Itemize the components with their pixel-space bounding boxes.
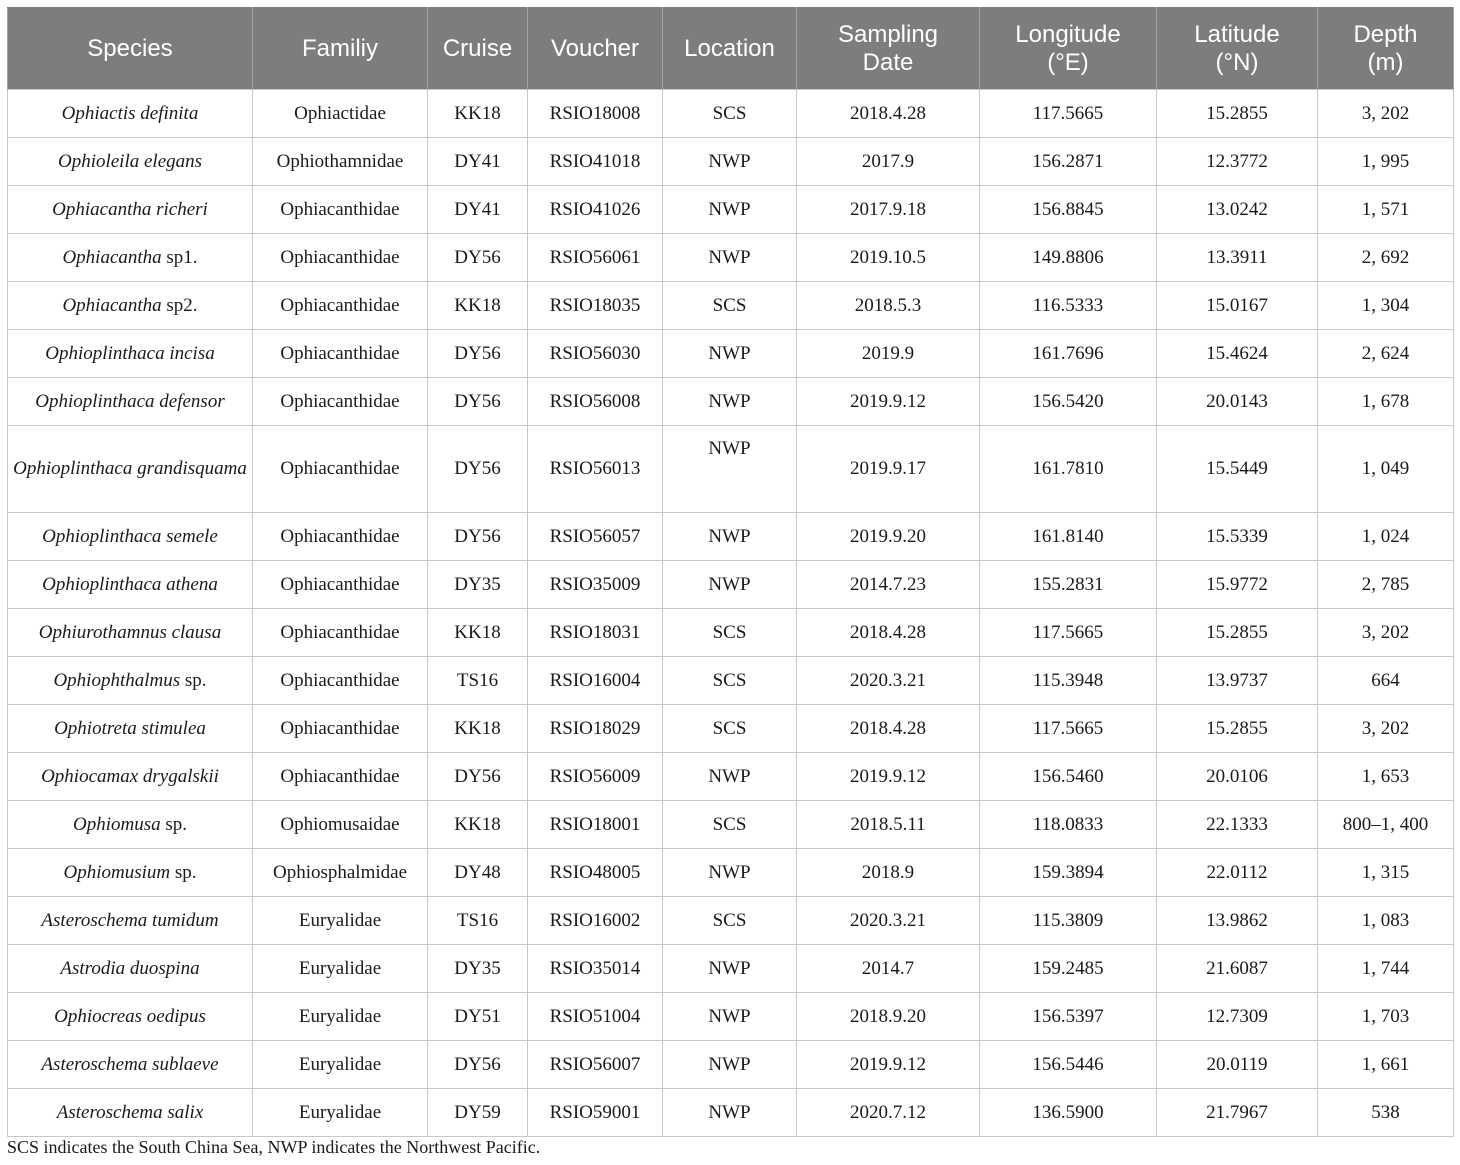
cell-depth: 1, 049 (1318, 426, 1454, 513)
table-row (8, 993, 1454, 1041)
cell-latitude: 20.0106 (1157, 753, 1318, 801)
cell-location: NWP (663, 945, 797, 993)
cell-longitude: 117.5665 (980, 90, 1157, 138)
cell-longitude: 156.5446 (980, 1041, 1157, 1089)
cell-species (8, 801, 253, 849)
cell-species (8, 1089, 253, 1137)
cell-depth: 664 (1318, 657, 1454, 705)
table-row (8, 897, 1454, 945)
species-name: Ophiurothamnus clausa (38, 621, 222, 643)
cell-species (8, 945, 253, 993)
cell-latitude: 12.7309 (1157, 993, 1318, 1041)
cell-longitude: 161.7696 (980, 330, 1157, 378)
cell-voucher: RSIO56061 (528, 234, 663, 282)
cell-species (8, 1041, 253, 1089)
cell-voucher: RSIO48005 (528, 849, 663, 897)
species-name: Asteroschema tumidum (41, 909, 219, 931)
cell-cruise: DY41 (428, 138, 528, 186)
cell-sampling-date: 2018.4.28 (797, 705, 980, 753)
cell-species (8, 849, 253, 897)
table-row (8, 138, 1454, 186)
cell-cruise: DY35 (428, 561, 528, 609)
cell-longitude: 116.5333 (980, 282, 1157, 330)
cell-voucher: RSIO56030 (528, 330, 663, 378)
species-epithet: sp. (170, 861, 197, 883)
table-row (8, 1089, 1454, 1137)
cell-species (8, 138, 253, 186)
cell-location: NWP (663, 378, 797, 426)
species-name: Ophioplinthaca athena (42, 573, 218, 595)
cell-family: Ophiacanthidae (253, 426, 428, 513)
cell-location: NWP (663, 1041, 797, 1089)
cell-species (8, 90, 253, 138)
cell-cruise: DY51 (428, 993, 528, 1041)
species-name: Ophioleila elegans (57, 150, 203, 172)
cell-species (8, 897, 253, 945)
cell-latitude: 21.6087 (1157, 945, 1318, 993)
cell-family: Ophiacanthidae (253, 378, 428, 426)
species-name: Ophioplinthaca semele (42, 525, 218, 547)
cell-depth: 1, 304 (1318, 282, 1454, 330)
cell-latitude: 21.7967 (1157, 1089, 1318, 1137)
cell-sampling-date: 2018.9.20 (797, 993, 980, 1041)
cell-family: Ophiothamnidae (253, 138, 428, 186)
cell-location: NWP (663, 186, 797, 234)
cell-cruise: DY56 (428, 330, 528, 378)
cell-cruise: DY56 (428, 234, 528, 282)
cell-sampling-date: 2020.3.21 (797, 897, 980, 945)
header-latitude: Latitude (°N) (1157, 8, 1318, 90)
cell-sampling-date: 2018.5.3 (797, 282, 980, 330)
cell-depth: 3, 202 (1318, 90, 1454, 138)
cell-location: NWP (663, 513, 797, 561)
species-name: Asteroschema salix (56, 1101, 204, 1123)
cell-family: Ophiacanthidae (253, 753, 428, 801)
cell-latitude: 15.5449 (1157, 426, 1318, 513)
cell-latitude: 15.2855 (1157, 90, 1318, 138)
cell-sampling-date: 2018.9 (797, 849, 980, 897)
table-row (8, 186, 1454, 234)
cell-longitude: 161.7810 (980, 426, 1157, 513)
cell-location: SCS (663, 705, 797, 753)
species-name: Astrodia duospina (60, 957, 200, 979)
cell-longitude: 161.8140 (980, 513, 1157, 561)
cell-family: Ophiacanthidae (253, 657, 428, 705)
header-voucher: Voucher (528, 8, 663, 90)
cell-longitude: 159.3894 (980, 849, 1157, 897)
cell-latitude: 15.4624 (1157, 330, 1318, 378)
cell-latitude: 12.3772 (1157, 138, 1318, 186)
species-epithet: sp. (160, 813, 188, 835)
cell-family: Ophiacanthidae (253, 705, 428, 753)
cell-voucher: RSIO16002 (528, 897, 663, 945)
species-name: Ophiophthalmus (53, 669, 181, 691)
cell-longitude: 159.2485 (980, 945, 1157, 993)
header-sampling-date: Sampling Date (797, 8, 980, 90)
cell-cruise: TS16 (428, 657, 528, 705)
cell-depth: 1, 653 (1318, 753, 1454, 801)
cell-longitude: 156.8845 (980, 186, 1157, 234)
cell-cruise: KK18 (428, 801, 528, 849)
cell-voucher: RSIO18001 (528, 801, 663, 849)
cell-sampling-date: 2018.5.11 (797, 801, 980, 849)
cell-latitude: 15.0167 (1157, 282, 1318, 330)
cell-sampling-date: 2017.9.18 (797, 186, 980, 234)
table-row (8, 753, 1454, 801)
cell-sampling-date: 2017.9 (797, 138, 980, 186)
cell-depth: 1, 315 (1318, 849, 1454, 897)
cell-cruise: TS16 (428, 897, 528, 945)
species-name: Ophiomusa (72, 813, 161, 835)
cell-species (8, 657, 253, 705)
cell-depth: 800–1, 400 (1318, 801, 1454, 849)
header-location: Location (663, 8, 797, 90)
cell-voucher: RSIO56009 (528, 753, 663, 801)
species-epithet: sp2. (161, 294, 198, 316)
cell-longitude: 117.5665 (980, 705, 1157, 753)
species-name: Ophiocreas oedipus (54, 1005, 206, 1027)
cell-voucher: RSIO56007 (528, 1041, 663, 1089)
cell-voucher: RSIO35014 (528, 945, 663, 993)
table-row (8, 561, 1454, 609)
cell-depth: 1, 703 (1318, 993, 1454, 1041)
cell-family: Euryalidae (253, 993, 428, 1041)
table-row (8, 378, 1454, 426)
cell-family: Ophiacanthidae (253, 330, 428, 378)
cell-latitude: 13.9737 (1157, 657, 1318, 705)
table-row (8, 426, 1454, 513)
cell-species (8, 282, 253, 330)
cell-species (8, 561, 253, 609)
cell-location: NWP (663, 1089, 797, 1137)
cell-voucher: RSIO16004 (528, 657, 663, 705)
cell-location: NWP (663, 234, 797, 282)
cell-depth: 3, 202 (1318, 609, 1454, 657)
cell-depth: 1, 678 (1318, 378, 1454, 426)
cell-cruise: DY35 (428, 945, 528, 993)
cell-family: Euryalidae (253, 897, 428, 945)
cell-depth: 2, 692 (1318, 234, 1454, 282)
cell-species (8, 234, 253, 282)
cell-species (8, 513, 253, 561)
species-name: Ophioplinthaca grandisquama (13, 458, 247, 479)
table-row (8, 90, 1454, 138)
cell-location: NWP (663, 993, 797, 1041)
specimen-table-container (7, 7, 1453, 1137)
cell-latitude: 22.0112 (1157, 849, 1318, 897)
cell-family: Ophiactidae (253, 90, 428, 138)
cell-species (8, 753, 253, 801)
cell-family: Ophiomusaidae (253, 801, 428, 849)
cell-sampling-date: 2018.4.28 (797, 90, 980, 138)
species-name: Ophiotreta stimulea (54, 717, 206, 739)
cell-location: NWP (663, 753, 797, 801)
cell-sampling-date: 2014.7 (797, 945, 980, 993)
cell-cruise: DY48 (428, 849, 528, 897)
table-row (8, 705, 1454, 753)
species-name: Ophiacantha richeri (52, 198, 208, 220)
cell-latitude: 13.3911 (1157, 234, 1318, 282)
cell-voucher: RSIO18008 (528, 90, 663, 138)
cell-sampling-date: 2014.7.23 (797, 561, 980, 609)
header-species: Species (8, 8, 253, 90)
cell-cruise: KK18 (428, 90, 528, 138)
cell-species (8, 330, 253, 378)
table-body (8, 90, 1454, 1137)
cell-depth: 1, 661 (1318, 1041, 1454, 1089)
cell-family: Ophiacanthidae (253, 234, 428, 282)
cell-cruise: KK18 (428, 705, 528, 753)
table-row (8, 1041, 1454, 1089)
cell-family: Ophiacanthidae (253, 561, 428, 609)
cell-location: SCS (663, 657, 797, 705)
cell-sampling-date: 2019.9.17 (797, 426, 980, 513)
specimen-table (7, 7, 1454, 1137)
cell-cruise: KK18 (428, 609, 528, 657)
cell-latitude: 13.9862 (1157, 897, 1318, 945)
cell-depth: 1, 083 (1318, 897, 1454, 945)
cell-family: Ophiacanthidae (253, 186, 428, 234)
cell-voucher: RSIO41026 (528, 186, 663, 234)
species-name: Ophioplinthaca defensor (35, 390, 225, 412)
cell-cruise: DY41 (428, 186, 528, 234)
header-family: Familiy (253, 8, 428, 90)
cell-longitude: 115.3948 (980, 657, 1157, 705)
table-row (8, 801, 1454, 849)
cell-sampling-date: 2019.9.12 (797, 378, 980, 426)
cell-voucher: RSIO18029 (528, 705, 663, 753)
cell-cruise: DY56 (428, 426, 528, 513)
cell-latitude: 20.0119 (1157, 1041, 1318, 1089)
cell-sampling-date: 2019.9.12 (797, 1041, 980, 1089)
cell-voucher: RSIO41018 (528, 138, 663, 186)
table-header-row (8, 8, 1454, 90)
cell-cruise: DY56 (428, 513, 528, 561)
cell-voucher: RSIO56013 (528, 426, 663, 513)
species-name: Asteroschema sublaeve (41, 1053, 219, 1075)
header-cruise: Cruise (428, 8, 528, 90)
cell-longitude: 149.8806 (980, 234, 1157, 282)
cell-location: NWP (663, 426, 797, 513)
species-name: Ophioplinthaca incisa (45, 342, 215, 364)
cell-sampling-date: 2020.7.12 (797, 1089, 980, 1137)
cell-cruise: DY56 (428, 378, 528, 426)
cell-voucher: RSIO35009 (528, 561, 663, 609)
cell-longitude: 155.2831 (980, 561, 1157, 609)
table-row (8, 330, 1454, 378)
cell-family: Ophiacanthidae (253, 513, 428, 561)
cell-longitude: 118.0833 (980, 801, 1157, 849)
cell-location: NWP (663, 138, 797, 186)
cell-sampling-date: 2019.10.5 (797, 234, 980, 282)
cell-longitude: 156.5397 (980, 993, 1157, 1041)
cell-voucher: RSIO56057 (528, 513, 663, 561)
cell-depth: 1, 995 (1318, 138, 1454, 186)
table-row (8, 234, 1454, 282)
species-epithet: sp. (180, 669, 207, 691)
species-name: Ophiacantha (62, 294, 162, 316)
cell-species (8, 705, 253, 753)
cell-depth: 2, 785 (1318, 561, 1454, 609)
cell-family: Ophiosphalmidae (253, 849, 428, 897)
cell-cruise: DY59 (428, 1089, 528, 1137)
table-row (8, 657, 1454, 705)
cell-depth: 3, 202 (1318, 705, 1454, 753)
cell-species (8, 426, 253, 513)
cell-cruise: KK18 (428, 282, 528, 330)
cell-location: SCS (663, 282, 797, 330)
cell-longitude: 136.5900 (980, 1089, 1157, 1137)
cell-longitude: 156.2871 (980, 138, 1157, 186)
cell-latitude: 15.2855 (1157, 705, 1318, 753)
cell-latitude: 22.1333 (1157, 801, 1318, 849)
cell-latitude: 20.0143 (1157, 378, 1318, 426)
table-row (8, 282, 1454, 330)
cell-family: Euryalidae (253, 1041, 428, 1089)
cell-cruise: DY56 (428, 753, 528, 801)
cell-depth: 1, 024 (1318, 513, 1454, 561)
cell-species (8, 993, 253, 1041)
cell-location: NWP (663, 561, 797, 609)
cell-latitude: 15.2855 (1157, 609, 1318, 657)
cell-sampling-date: 2019.9.12 (797, 753, 980, 801)
species-epithet: sp1. (161, 246, 198, 268)
species-name: Ophiocamax drygalskii (41, 765, 219, 787)
cell-location: SCS (663, 801, 797, 849)
cell-voucher: RSIO59001 (528, 1089, 663, 1137)
cell-longitude: 115.3809 (980, 897, 1157, 945)
cell-latitude: 15.5339 (1157, 513, 1318, 561)
cell-voucher: RSIO56008 (528, 378, 663, 426)
cell-species (8, 609, 253, 657)
cell-depth: 1, 571 (1318, 186, 1454, 234)
header-depth: Depth (m) (1318, 8, 1454, 90)
cell-location: NWP (663, 849, 797, 897)
cell-voucher: RSIO18035 (528, 282, 663, 330)
cell-voucher: RSIO18031 (528, 609, 663, 657)
cell-latitude: 15.9772 (1157, 561, 1318, 609)
cell-voucher: RSIO51004 (528, 993, 663, 1041)
cell-latitude: 13.0242 (1157, 186, 1318, 234)
header-longitude: Longitude (°E) (980, 8, 1157, 90)
cell-sampling-date: 2019.9 (797, 330, 980, 378)
table-row (8, 609, 1454, 657)
species-name: Ophiacantha (62, 246, 162, 268)
cell-species (8, 186, 253, 234)
cell-longitude: 156.5420 (980, 378, 1157, 426)
cell-family: Euryalidae (253, 945, 428, 993)
species-name: Ophiomusium (63, 861, 171, 883)
table-row (8, 849, 1454, 897)
cell-depth: 1, 744 (1318, 945, 1454, 993)
cell-sampling-date: 2019.9.20 (797, 513, 980, 561)
table-footnote: SCS indicates the South China Sea, NWP indicates the Northwest Pacific. (7, 1137, 541, 1157)
cell-longitude: 117.5665 (980, 609, 1157, 657)
cell-sampling-date: 2018.4.28 (797, 609, 980, 657)
cell-location: NWP (663, 330, 797, 378)
cell-species (8, 378, 253, 426)
cell-longitude: 156.5460 (980, 753, 1157, 801)
cell-family: Euryalidae (253, 1089, 428, 1137)
cell-depth: 2, 624 (1318, 330, 1454, 378)
cell-sampling-date: 2020.3.21 (797, 657, 980, 705)
cell-family: Ophiacanthidae (253, 282, 428, 330)
species-name: Ophiactis definita (61, 102, 199, 124)
cell-location: SCS (663, 897, 797, 945)
cell-depth: 538 (1318, 1089, 1454, 1137)
table-row (8, 513, 1454, 561)
cell-cruise: DY56 (428, 1041, 528, 1089)
cell-location: SCS (663, 609, 797, 657)
cell-location: SCS (663, 90, 797, 138)
cell-family: Ophiacanthidae (253, 609, 428, 657)
table-row (8, 945, 1454, 993)
